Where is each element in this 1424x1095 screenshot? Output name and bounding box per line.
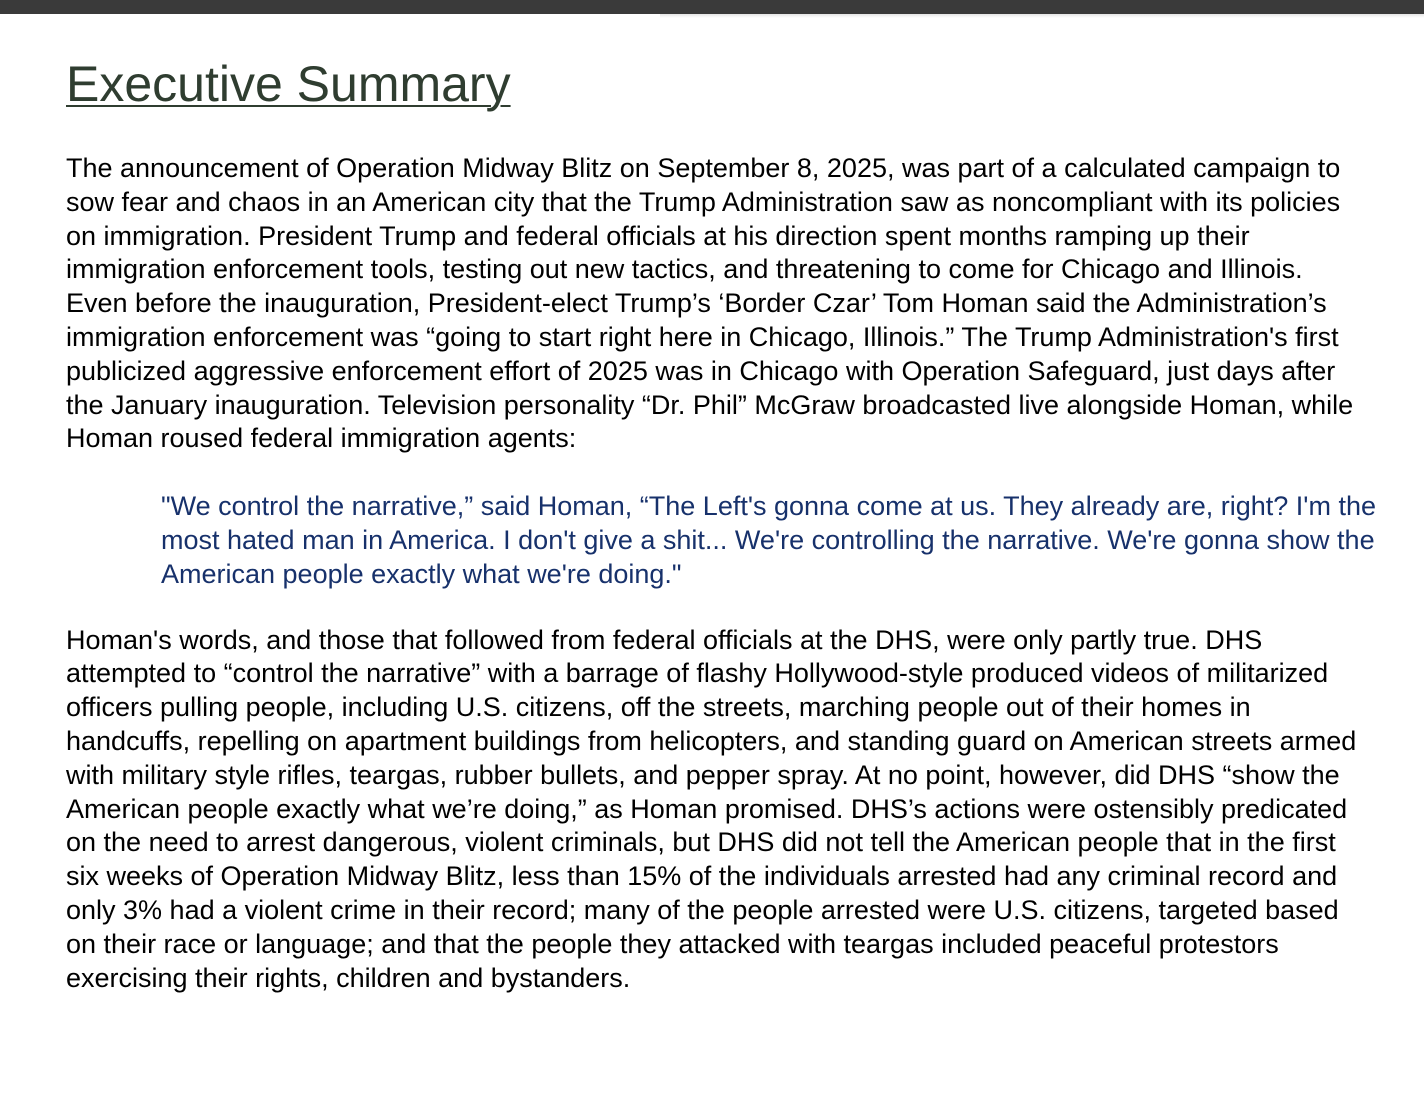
body-paragraph: Homan's words, and those that followed from federal officials at the DHS, were only partly true. DHS attempted to “control the narrative” with a barrage of flashy Hollywood-style produced videos of militarized officers pulling people, including U.S. citizens, off the streets, marching people out of their homes in handcuffs, repelling on apartment buildings from helicopters, and standing guard on American streets armed with military style rifles, teargas, rubber bullets, and pepper spray. At no point, however, did DHS “show the American people exactly what we’re doing,” as Homan promised. DHS’s actions were ostensibly predicated on the need to arrest dangerous, violent criminals, but DHS did not tell the American people that in the first six weeks of Operation Midway Blitz, less than 15% of the individuals arrested had any criminal record and only 3% had a violent crime in their record; many of the people arrested were U.S. citizens, targeted based on their race or language; and that the people they attacked with teargas included peaceful protestors exercising their rights, children and bystanders.: [66, 624, 1357, 993]
intro-paragraph: The announcement of Operation Midway Blitz on September 8, 2025, was part of a calculated campaign to sow fear and chaos in an American city that the Trump Administration saw as noncompliant with its policies on immigration. President Trump and federal officials at his direction spent months ramping up their immigration enforcement tools, testing out new tactics, and threatening to come for Chicago and Illinois. Even before the inauguration, President-elect Trump’s ‘Border Czar’ Tom Homan said the Administration’s immigration enforcement was “going to start right here in Chicago, Illinois.” The Trump Administration's first publicized aggressive enforcement effort of 2025 was in Chicago with Operation Safeguard, just days after the January inauguration. Television personality “Dr. Phil” McGraw broadcasted live alongside Homan, while Homan roused federal immigration agents:: [66, 153, 1354, 454]
document-page: [66, 54, 1386, 995]
window-top-bar: [0, 0, 1424, 14]
page-title: Executive Summary: [66, 56, 511, 112]
block-quote: "We control the narrative,” said Homan, “The Left's gonna come at us. They already are, right? I'm the most hated man in America. I don't give a shit... We're controlling the narrative. We're gonna show the American people exactly what we're doing.": [161, 491, 1376, 589]
top-bar-shadow: [660, 14, 1424, 18]
